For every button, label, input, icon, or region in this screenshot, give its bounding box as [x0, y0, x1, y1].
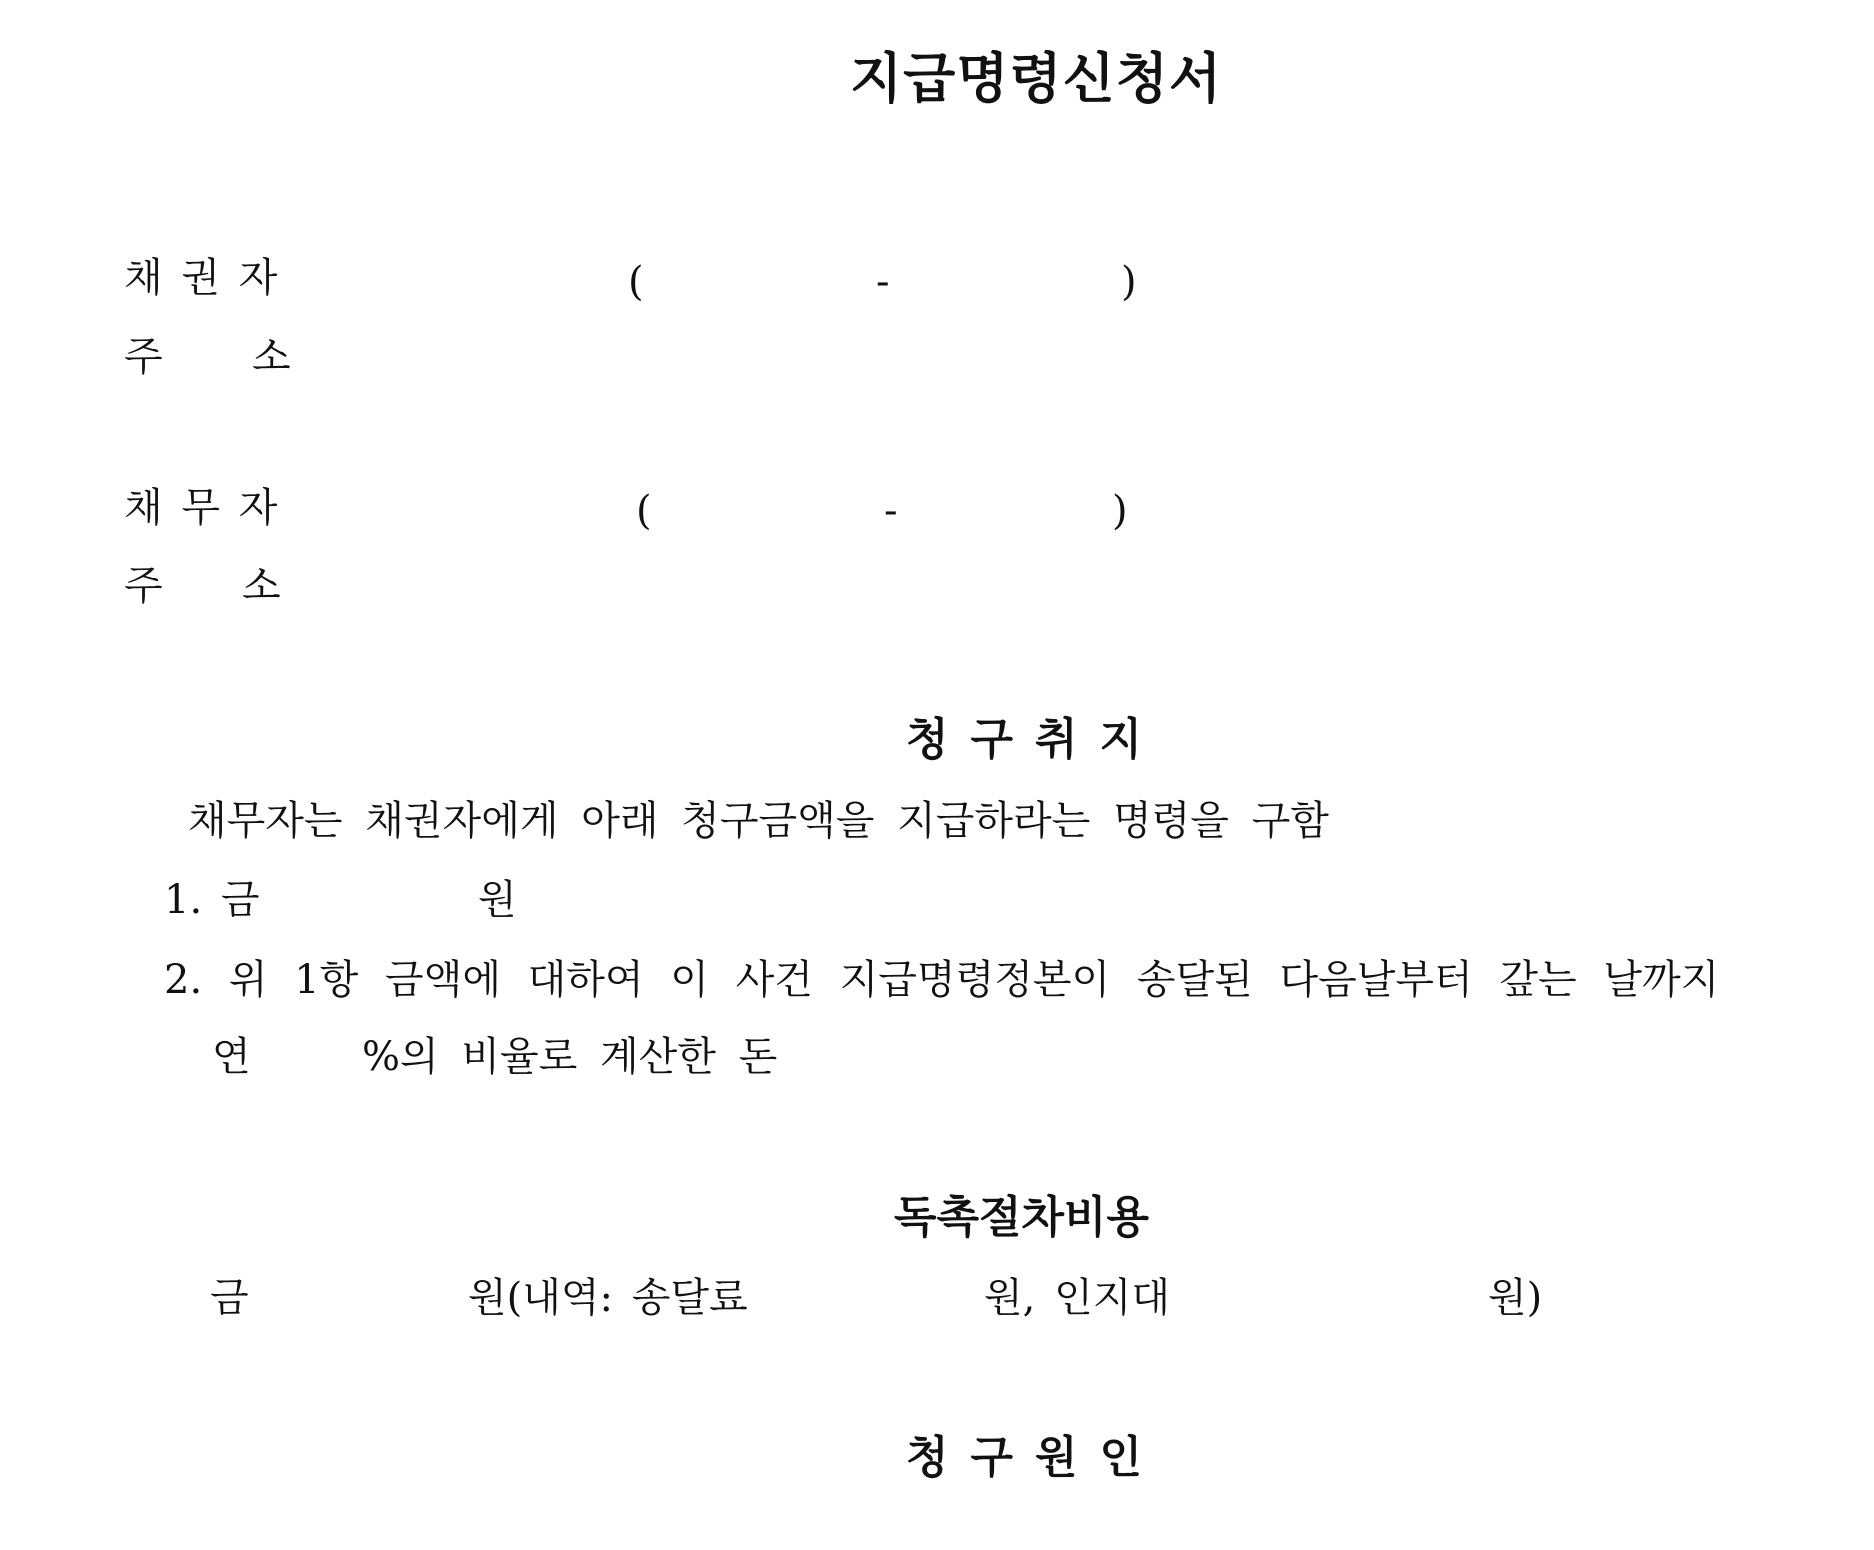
- debtor-address-label-2: 소: [242, 563, 281, 609]
- creditor-label: 채 권 자: [124, 255, 278, 301]
- debtor-id-close: ): [1112, 488, 1128, 534]
- procedure-cost-breakdown-end: 원): [1488, 1275, 1543, 1321]
- claim-item-2-line-2-prefix: 연: [212, 1034, 251, 1080]
- document-title: 지급명령신청서: [850, 47, 1223, 110]
- claim-item-2-line-1: 2. 위 1항 금액에 대하여 이 사건 지급명령정본이 송달된 다음날부터 갚는 날까지: [164, 957, 1720, 1003]
- claim-cause-heading: 청구원인: [906, 1432, 1165, 1483]
- claim-item-2-line-2-rest: %의 비율로 계산한 돈: [362, 1034, 778, 1080]
- claim-purpose-intro: 채무자는 채권자에게 아래 청구금액을 지급하라는 명령을 구함: [188, 798, 1329, 844]
- debtor-address-label-1: 주: [124, 563, 163, 609]
- creditor-id-open: (: [628, 259, 644, 305]
- procedure-cost-breakdown-mid: 원, 인지대: [984, 1275, 1170, 1321]
- procedure-cost-heading: 독촉절차비용: [894, 1192, 1150, 1243]
- claim-item-1-unit: 원: [478, 877, 517, 923]
- claim-item-1-prefix: 1. 금: [164, 877, 260, 923]
- creditor-id-dash: -: [876, 259, 890, 305]
- procedure-cost-amount-prefix: 금: [210, 1275, 249, 1321]
- creditor-id-close: ): [1121, 259, 1137, 305]
- creditor-address-label-2: 소: [252, 334, 291, 380]
- creditor-address-label-1: 주: [124, 334, 163, 380]
- debtor-label: 채 무 자: [124, 485, 278, 531]
- procedure-cost-breakdown-start: 원(내역: 송달료: [468, 1275, 748, 1321]
- debtor-id-open: (: [636, 488, 652, 534]
- debtor-id-dash: -: [884, 488, 898, 534]
- claim-purpose-heading: 청구취지: [906, 714, 1165, 765]
